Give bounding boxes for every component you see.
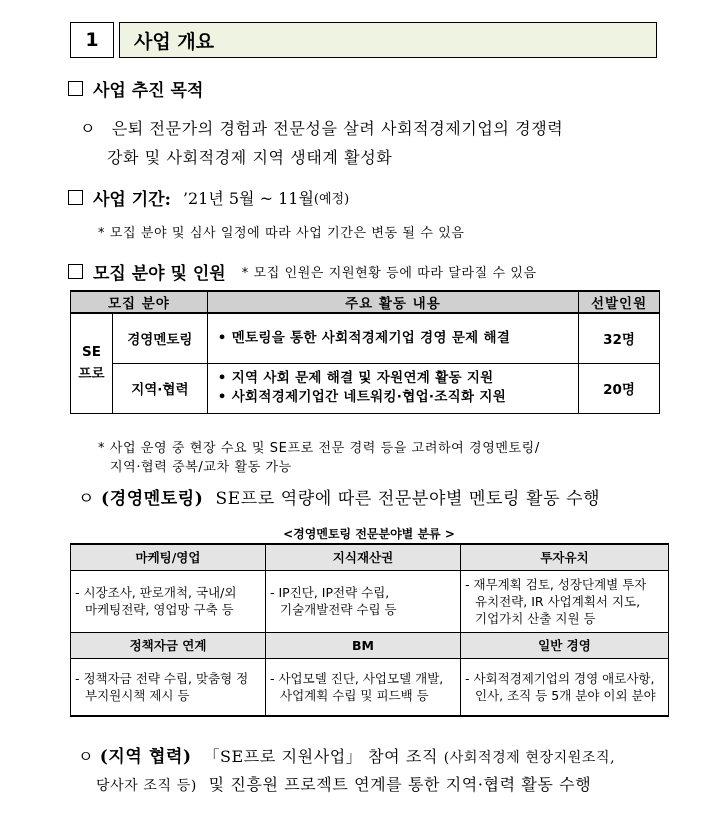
category-cell	[266, 570, 461, 632]
purpose-line-2: 강화 및 사회적경제 지역 생태계 활성화	[107, 148, 393, 167]
recruit-note-2-line-1: * 사업 운영 중 현장 수요 및 SE프로 전문 경력 등을 고려하여 경영멘토링/	[98, 441, 540, 456]
period-value: ’21년 5월 ~ 11월	[182, 189, 314, 208]
period-value-suffix: (예정)	[313, 192, 350, 207]
cell-line: 기술개발전략 수립 등	[280, 602, 397, 617]
section-header	[70, 22, 657, 58]
cell-line: 사업계획 수립 및 피드백 등	[280, 687, 429, 703]
cell-line: - 정책자금 전략 수립, 맞춤형 정	[75, 670, 249, 686]
recruit-table-header	[71, 291, 660, 313]
category-cell	[461, 570, 669, 632]
regional-line-1-paren: (사회적경제 현장지원조직,	[443, 750, 616, 766]
regional-line-1	[78, 742, 615, 767]
category-cell	[71, 658, 266, 716]
checkbox-square-icon	[68, 264, 83, 279]
recruit-heading	[68, 259, 537, 284]
cell-line: 마케팅전략, 영업망 구축 등	[85, 602, 234, 617]
activity-item: • 멘토링을 통한 사회적경제기업 경영 문제 해결	[217, 329, 511, 346]
regional-line-2-paren: 당사자 조직 등)	[96, 778, 197, 794]
category-header: 투자유치	[461, 544, 669, 570]
mentoring-bullet: ㅇ	[78, 489, 96, 509]
cell-line: 인사, 조직 등 5개 분야 이외 분야	[475, 687, 656, 703]
table-row	[71, 313, 660, 363]
period-heading-text: 사업 기간:	[93, 190, 171, 210]
cell-line: 유치전략, IR 사업계획서 지도,	[475, 593, 641, 609]
purpose-heading-text: 사업 추진 목적	[93, 81, 204, 101]
category-cell	[461, 658, 669, 716]
header-field: 모집 분야	[71, 291, 208, 313]
field-name: 경영멘토링	[112, 313, 207, 363]
mentoring-table-caption: <경영멘토링 전문분야별 분류 >	[283, 527, 455, 541]
header-activity: 주요 활동 내용	[207, 291, 578, 313]
cell-line: - 재무계획 검토, 성장단계별 투자	[465, 576, 647, 592]
count-cell: 32명	[579, 313, 660, 363]
mentoring-header-row	[71, 544, 669, 570]
category-header: 일반 경영	[461, 632, 669, 658]
category-cell	[266, 658, 461, 716]
cell-line: - IP진단, IP전략 수립,	[270, 585, 390, 600]
regional-line-2-main: 및 진흥원 프로젝트 연계를 통한 지역·협력 활동 수행	[208, 775, 592, 794]
cell-line: 부지원시책 제시 등	[85, 687, 190, 703]
header-count: 선발인원	[579, 291, 660, 313]
activity-item: • 지역 사회 문제 해결 및 자원연계 활동 지원	[217, 370, 494, 386]
group-label: SE 프로	[71, 313, 113, 413]
category-header: 지식재산권	[266, 544, 461, 570]
regional-label: (지역 협력)	[99, 747, 192, 767]
mentoring-text: SE프로 역량에 따른 전문분야별 멘토링 활동 수행	[215, 489, 601, 509]
mentoring-table	[70, 543, 669, 717]
checkbox-square-icon	[68, 81, 83, 96]
period-note: * 모집 분야 및 심사 일정에 따라 사업 기간은 변동 될 수 있음	[98, 226, 465, 241]
activity-item: • 사회적경제기업간 네트워킹·협업·조직화 지원	[217, 389, 507, 405]
cell-line: - 사업모델 진단, 사업모델 개발,	[270, 670, 444, 686]
category-header: 정책자금 연계	[71, 632, 266, 658]
table-row	[71, 570, 669, 632]
regional-line-2	[96, 772, 591, 795]
cell-line: 기업가치 산출 지원 등	[475, 610, 596, 626]
activity-cell	[207, 313, 578, 363]
category-header: BM	[266, 632, 461, 658]
purpose-bullet: ㅇ	[80, 119, 97, 138]
recruit-note: * 모집 인원은 지원현황 등에 따라 달라질 수 있음	[241, 266, 537, 281]
mentoring-label: (경영멘토링)	[101, 489, 204, 509]
regional-line-1-main: 「SE프로 지원사업」 참여 조직	[203, 747, 439, 766]
purpose-heading	[68, 76, 203, 101]
count-cell: 20명	[579, 363, 660, 413]
period-heading	[68, 185, 349, 210]
field-name: 지역·협력	[112, 363, 207, 413]
section-number: 1	[70, 22, 114, 58]
recruit-table	[70, 290, 660, 414]
recruit-heading-text: 모집 분야 및 인원	[93, 264, 226, 284]
purpose-line-1	[80, 116, 563, 139]
table-row	[71, 658, 669, 716]
section-title: 사업 개요	[119, 22, 657, 58]
checkbox-square-icon	[68, 190, 83, 205]
mentoring-header-row	[71, 632, 669, 658]
activity-cell	[207, 363, 578, 413]
purpose-line-1-text: 은퇴 전문가의 경험과 전문성을 살려 사회적경제기업의 경쟁력	[111, 119, 564, 138]
recruit-note-2-line-2: 지역·협력 중복/교차 활동 가능	[110, 460, 292, 475]
category-header: 마케팅/영업	[71, 544, 266, 570]
cell-line: - 사회적경제기업의 경영 애로사항,	[465, 670, 655, 686]
mentoring-line	[78, 484, 600, 509]
table-row	[71, 363, 660, 413]
cell-line: - 시장조사, 판로개척, 국내/외	[75, 585, 237, 600]
category-cell	[71, 570, 266, 632]
regional-bullet: ㅇ	[78, 747, 95, 766]
